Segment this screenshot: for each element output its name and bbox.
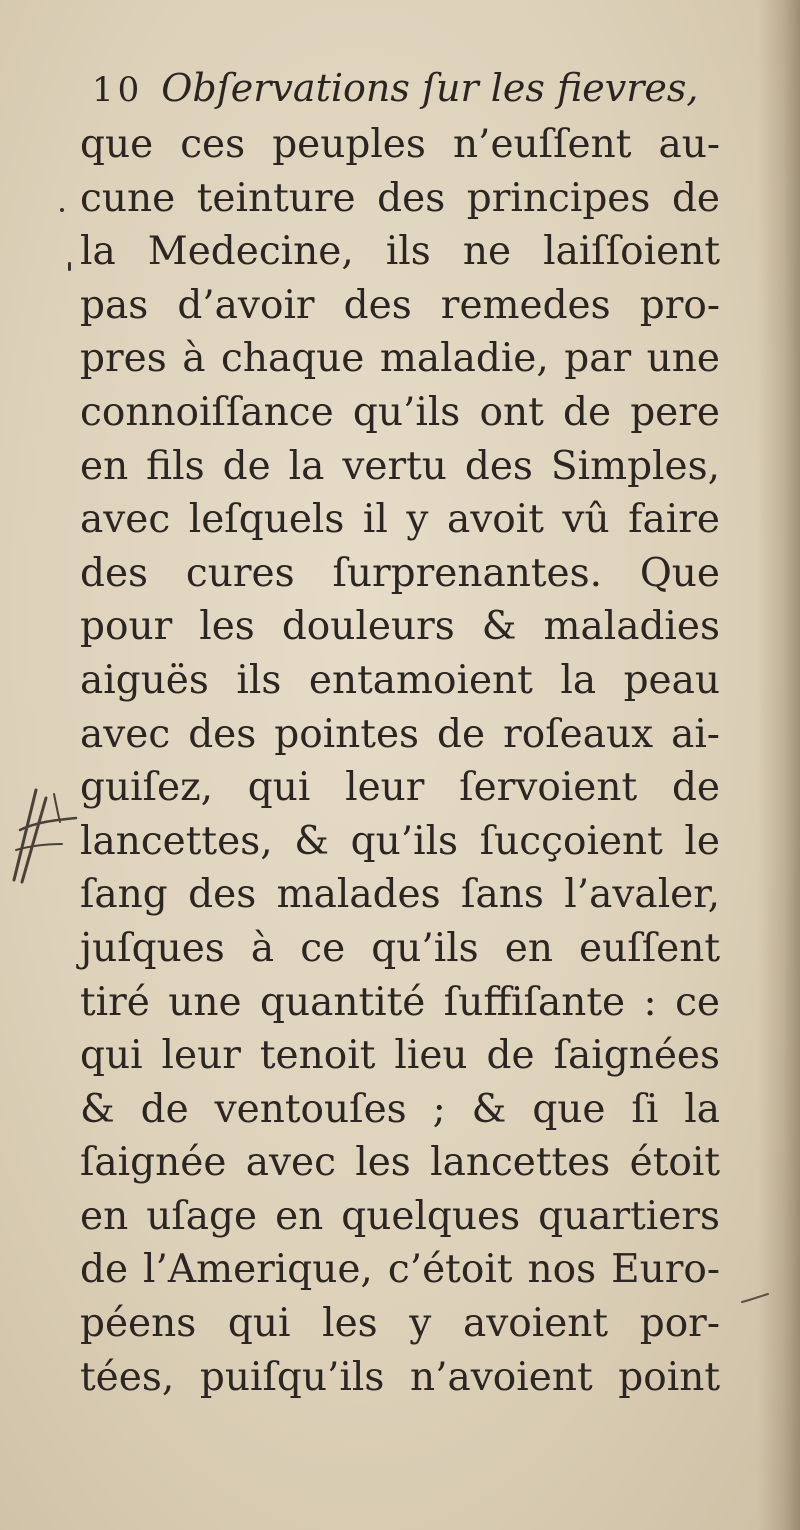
text-line: qui leur tenoit lieu de ſaignées	[80, 1033, 720, 1079]
text-line: pour les douleurs & maladies	[80, 604, 720, 650]
margin-hyphen-mark	[740, 1292, 770, 1306]
text-line: pas d’avoir des remedes pro-	[80, 282, 720, 328]
text-line: juſques à ce qu’ils en euſſent	[80, 925, 720, 971]
text-line: ſaignée avec les lancettes étoit	[80, 1140, 720, 1186]
text-line: en fils de la vertu des Simples,	[80, 443, 720, 489]
stray-mark	[68, 262, 71, 271]
text-line: connoiſſance qu’ils ont de pere	[80, 389, 720, 435]
text-line: cune teinture des principes de	[80, 175, 720, 221]
text-line: avec leſquels il y avoit vû faire	[80, 497, 720, 543]
text-line: guiſez, qui leur ſervoient de	[80, 765, 720, 811]
text-line: avec des pointes de roſeaux ai-	[80, 711, 720, 757]
handwritten-margin-mark	[6, 770, 78, 890]
page-number: 10	[92, 70, 144, 110]
text-line: que ces peuples n’euſſent au-	[80, 122, 720, 167]
text-line: aiguës ils entamoient la peau	[80, 657, 720, 703]
text-line: péens qui les y avoient por-	[80, 1301, 720, 1347]
text-line: ſang des malades ſans l’avaler,	[80, 872, 720, 918]
text-line: tiré une quantité ſuffiſante : ce	[80, 979, 720, 1025]
text-line: de l’Amerique, c’étoit nos Euro-	[80, 1247, 720, 1293]
stray-mark	[60, 208, 64, 212]
text-line: tées, puiſqu’ils n’avoient point	[80, 1354, 720, 1400]
body-text	[80, 118, 720, 1404]
text-line: la Medecine, ils ne laiſſoient	[80, 229, 720, 275]
text-line: des cures ſurprenantes. Que	[80, 550, 720, 596]
text-line: en uſage en quelques quartiers	[80, 1193, 720, 1239]
text-line: lancettes, & qu’ils ſucçoient le	[80, 818, 720, 864]
text-line: pres à chaque maladie, par une	[80, 336, 720, 382]
text-line: & de ventouſes ; & que ſi la	[80, 1086, 720, 1132]
running-head	[92, 66, 732, 118]
running-title: Obſervations ſur les fievres,	[161, 66, 699, 110]
